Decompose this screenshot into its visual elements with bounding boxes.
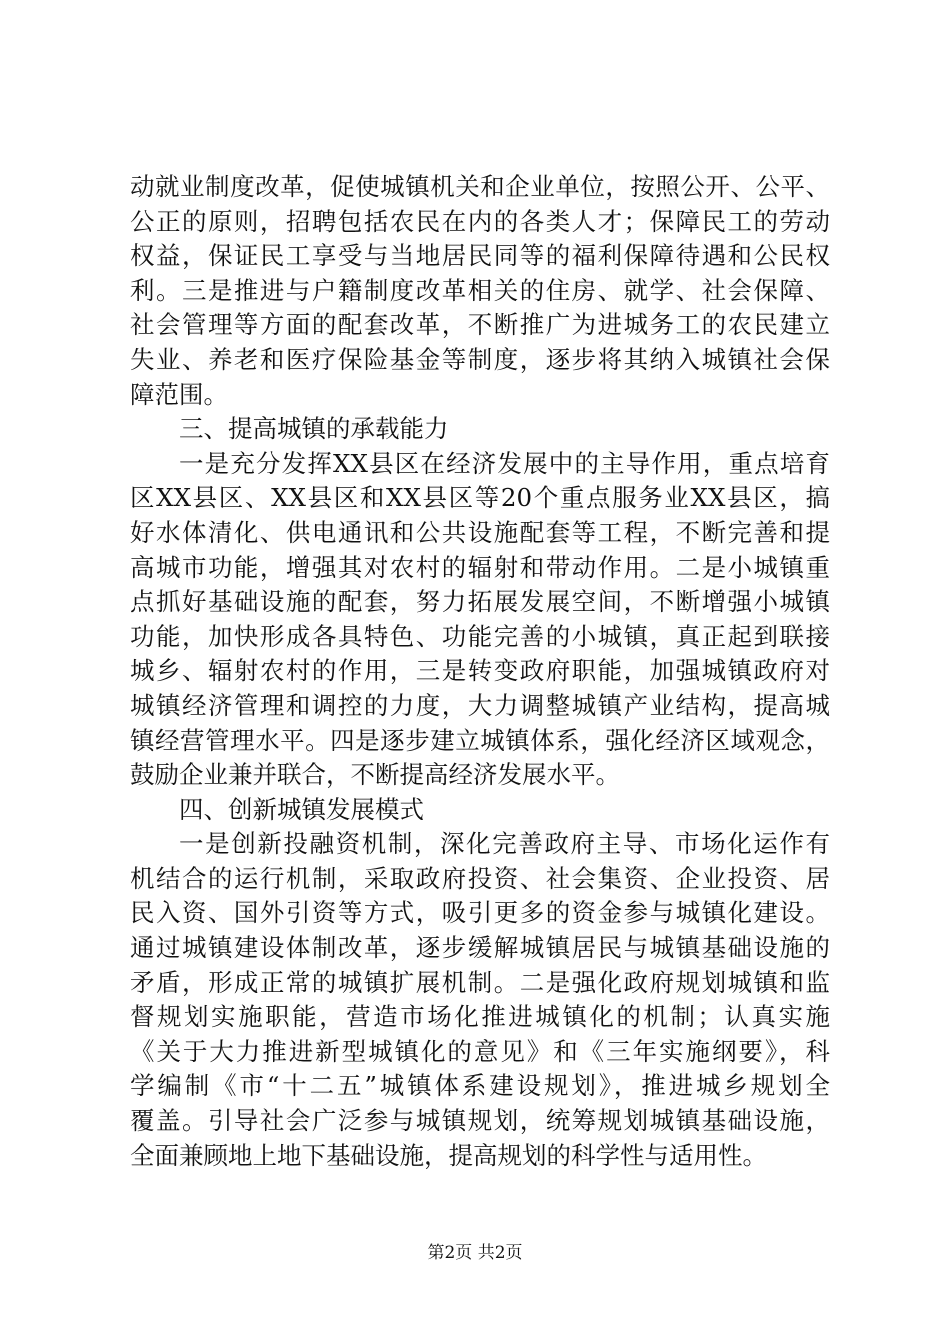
text-line: 城镇经济管理和调控的力度，大力调整城镇产业结构，提高城 xyxy=(130,690,830,720)
text-line: 好水体清化、供电通讯和公共设施配套等工程，不断完善和提 xyxy=(130,517,830,547)
text-line: 区XX县区、XX县区和XX县区等20个重点服务业XX县区，搞 xyxy=(130,483,830,513)
text-line: 动就业制度改革，促使城镇机关和企业单位，按照公开、公平、 xyxy=(130,172,830,201)
document-body xyxy=(130,170,830,1173)
text-line: 点抓好基础设施的配套，努力拓展发展空间，不断增强小城镇 xyxy=(130,587,830,617)
text-line: 《关于大力推进新型城镇化的意见》和《三年实施纲要》，科 xyxy=(130,1036,830,1066)
text-line: 鼓励企业兼并联合，不断提高经济发展水平。 xyxy=(130,760,620,790)
text-line: 三、提高城镇的承载能力 xyxy=(179,414,449,444)
text-line: 失业、养老和医疗保险基金等制度，逐步将其纳入城镇社会保 xyxy=(130,344,830,374)
text-line: 镇经营管理水平。四是逐步建立城镇体系，强化经济区域观念， xyxy=(130,725,830,755)
text-line: 障范围。 xyxy=(130,379,228,409)
text-line: 督规划实施职能，营造市场化推进城镇化的机制；认真实施 xyxy=(130,1002,830,1032)
text-line: 一是充分发挥XX县区在经济发展中的主导作用，重点培育 xyxy=(179,448,830,478)
text-line: 社会管理等方面的配套改革，不断推广为进城务工的农民建立 xyxy=(130,310,830,340)
text-line: 高城市功能，增强其对农村的辐射和带动作用。二是小城镇重 xyxy=(130,552,830,582)
text-line: 四、创新城镇发展模式 xyxy=(179,794,424,824)
text-line: 城乡、辐射农村的作用，三是转变政府职能，加强城镇政府对 xyxy=(130,656,830,686)
text-line: 功能，加快形成各具特色、功能完善的小城镇，真正起到联接 xyxy=(130,621,830,651)
text-line: 矛盾，形成正常的城镇扩展机制。二是强化政府规划城镇和监 xyxy=(130,967,830,997)
text-line: 公正的原则，招聘包括农民在内的各类人才；保障民工的劳动 xyxy=(130,206,830,236)
text-line: 学编制《市“十二五”城镇体系建设规划》，推进城乡规划全 xyxy=(130,1071,830,1101)
text-line: 覆盖。引导社会广泛参与城镇规划，统筹规划城镇基础设施， xyxy=(130,1106,830,1136)
text-line: 民入资、国外引资等方式，吸引更多的资金参与城镇化建设。 xyxy=(130,898,830,928)
text-line: 机结合的运行机制，采取政府投资、社会集资、企业投资、居 xyxy=(130,863,830,893)
text-line: 利。三是推进与户籍制度改革相关的住房、就学、社会保障、 xyxy=(130,275,830,305)
page-footer: 第2页 共2页 xyxy=(427,1243,523,1263)
text-line: 一是创新投融资机制，深化完善政府主导、市场化运作有 xyxy=(179,829,830,859)
text-line: 权益，保证民工享受与当地居民同等的福利保障待遇和公民权 xyxy=(130,241,830,271)
text-line: 通过城镇建设体制改革，逐步缓解城镇居民与城镇基础设施的 xyxy=(130,933,830,963)
text-line: 全面兼顾地上地下基础设施，提高规划的科学性与适用性。 xyxy=(130,1140,767,1170)
